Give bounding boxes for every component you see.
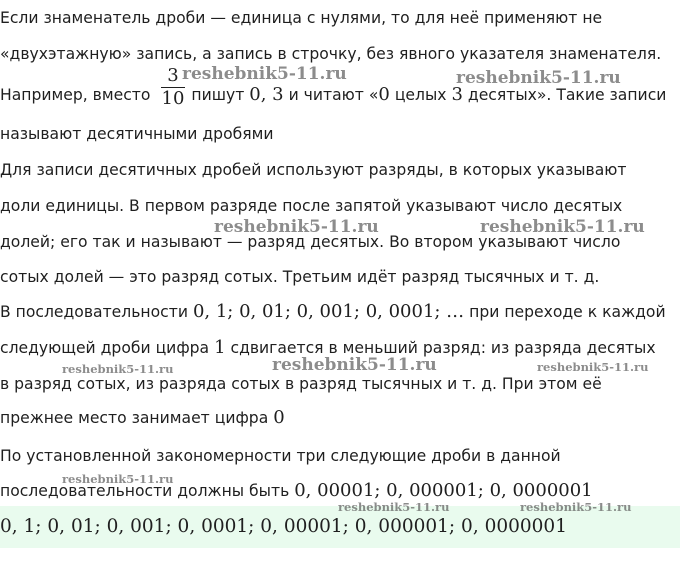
paragraph-1-line-3 — [0, 85, 666, 105]
paragraph-2-line-2: доли единицы. В первом разряде после запятой указывают число десятых — [0, 197, 623, 215]
paragraph-2-line-3: долей; его так и называют — разряд десятых. Во втором указывают число — [0, 233, 621, 251]
watermark: reshebnik5-11.ru — [456, 68, 621, 88]
watermark: reshebnik5-11.ru — [182, 64, 347, 84]
answer-sequence: 0, 1; 0, 01; 0, 001; 0, 0001; 0, 00001; 0, 000001; 0, 0000001 — [0, 516, 567, 537]
paragraph-4-line-1: По установленной закономерности три следующие дроби в данной — [0, 447, 561, 465]
watermark: reshebnik5-11.ru — [62, 362, 174, 376]
text-segment: последовательности должны быть — [0, 482, 290, 500]
watermark: reshebnik5-11.ru — [480, 217, 645, 237]
fraction-denominator: 10 — [161, 88, 185, 109]
text-segment: пишут — [191, 86, 245, 104]
watermark: reshebnik5-11.ru — [520, 500, 632, 514]
paragraph-2-line-1: Для записи десятичных дробей используют разряды, в которых указывают — [0, 161, 627, 179]
math-digit: 3 — [451, 84, 463, 105]
paragraph-1-line-4: называют десятичными дробями — [0, 125, 274, 143]
paragraph-1-line-1: Если знаменатель дроби — единица с нулями, то для неё применяют не — [0, 9, 603, 27]
text-segment: Например, вместо — [0, 86, 151, 104]
text-segment: В последовательности — [0, 303, 188, 321]
watermark: reshebnik5-11.ru — [537, 360, 649, 374]
text-segment: десятых». Такие записи — [467, 86, 667, 104]
math-digit: 1 — [214, 337, 226, 358]
math-sequence: 0, 1; 0, 01; 0, 001; 0, 0001; … — [192, 301, 465, 322]
math-sequence: 0, 00001; 0, 000001; 0, 0000001 — [294, 480, 593, 501]
text-segment: при переходе к каждой — [469, 303, 666, 321]
text-segment: прежнее место занимает цифра — [0, 409, 269, 427]
watermark: reshebnik5-11.ru — [338, 500, 450, 514]
fraction-numerator: 3 — [167, 65, 179, 86]
paragraph-2-line-4: сотых долей — это разряд сотых. Третьим идёт разряд тысячных и т. д. — [0, 268, 600, 286]
watermark: reshebnik5-11.ru — [62, 472, 174, 486]
text-segment: следующей дроби цифра — [0, 339, 210, 357]
paragraph-3-line-4 — [0, 408, 285, 428]
text-segment: сдвигается в меньший разряд: из разряда десятых — [230, 339, 656, 357]
text-segment: и читают « — [288, 86, 379, 104]
math-digit: 0 — [378, 84, 390, 105]
watermark: reshebnik5-11.ru — [214, 217, 379, 237]
paragraph-3-line-3: в разряд сотых, из разряда сотых в разряд тысячных и т. д. При этом её — [0, 375, 602, 393]
paragraph-1-line-2: «двухэтажную» запись, а запись в строчку, без явного указателя знаменателя. — [0, 45, 662, 63]
math-decimal: 0, 3 — [249, 84, 284, 105]
math-digit: 0 — [273, 407, 285, 428]
watermark: reshebnik5-11.ru — [272, 355, 437, 375]
paragraph-3-line-1 — [0, 302, 666, 322]
text-segment: целых — [394, 86, 447, 104]
